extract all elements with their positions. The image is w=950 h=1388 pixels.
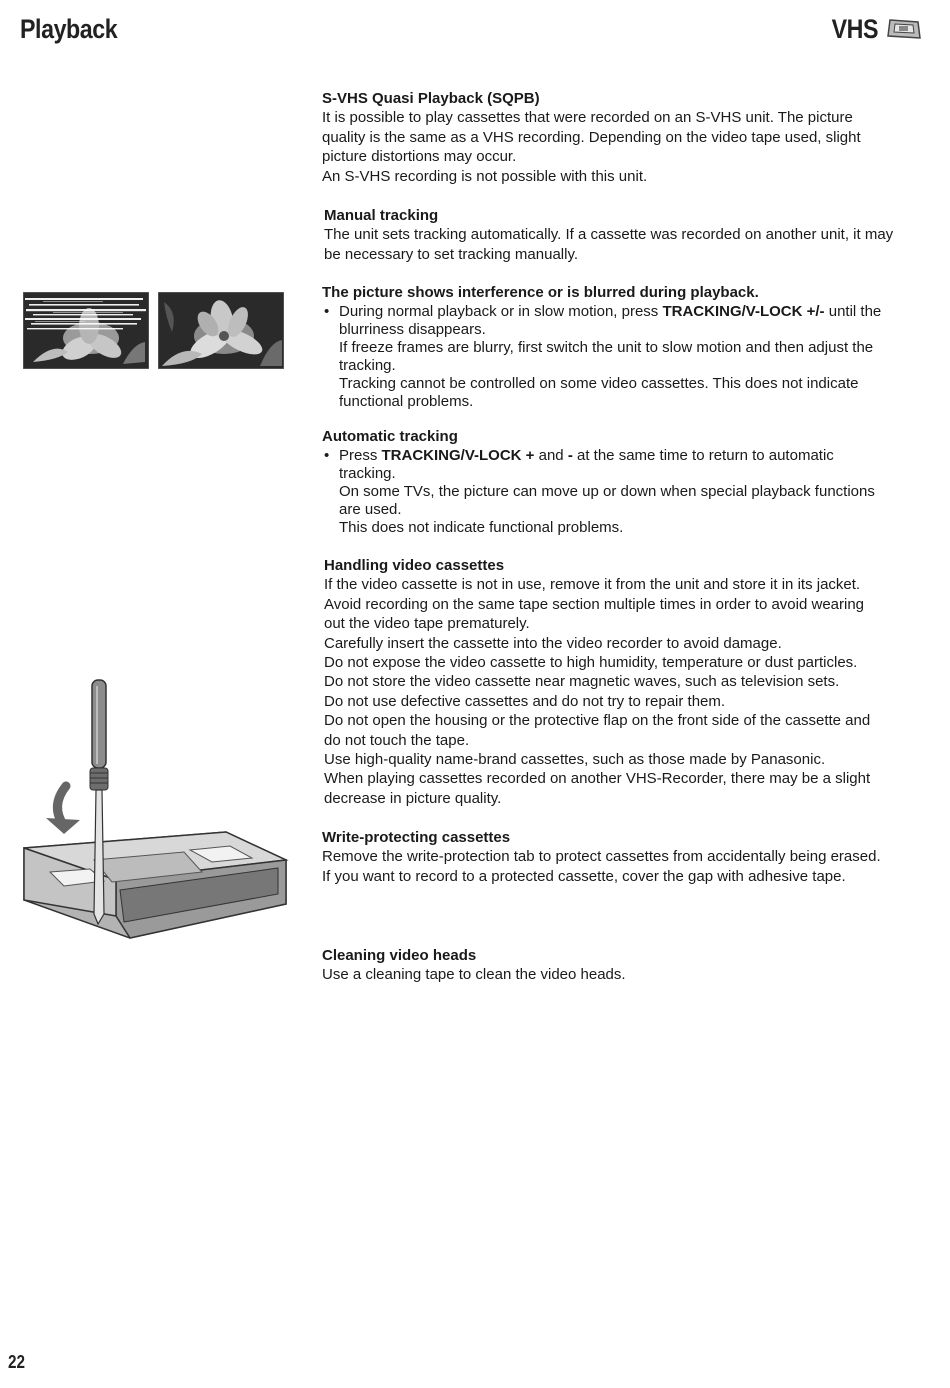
vhs-badge: VHS [831,14,878,44]
section-heading: Cleaning video heads [322,947,477,964]
text-run: During normal playback or in slow motion, press [339,303,663,321]
section-manual-tracking [324,206,924,264]
text-line: The unit sets tracking automatically. If a cassette was recorded on another unit, it may [324,226,894,244]
bullet-icon: • [324,303,330,321]
section-write-protect [322,828,922,886]
text-line: Tracking cannot be controlled on some video cassettes. This does not indicate [339,375,859,393]
interference-picture-image [23,292,149,369]
text-line: Use a cleaning tape to clean the video heads. [322,966,626,984]
text-line: When playing cassettes recorded on another VHS-Recorder, there may be a slight [324,770,871,788]
section-interference [322,283,922,411]
text-line: quality is the same as a VHS recording. Depending on the video tape used, slight [322,128,861,146]
section-heading: Write-protecting cassettes [322,829,511,846]
text-line: Use high-quality name-brand cassettes, such as those made by Panasonic. [324,751,826,769]
section-cleaning [322,946,922,985]
text-line: functional problems. [339,393,474,411]
text-line: Do not expose the video cassette to high humidity, temperature or dust particles. [324,654,858,672]
text-run: Press [339,447,382,465]
key-name: - [567,447,573,465]
text-line: An S-VHS recording is not possible with this unit. [322,167,648,185]
section-heading: Manual tracking [324,207,439,224]
text-line: If freeze frames are blurry, first switch the unit to slow motion and then adjust the [339,339,874,357]
text-run: and [534,447,568,465]
text-line: blurriness disappears. [339,321,486,339]
page-title: Playback [20,14,118,44]
text-line: Do not store the video cassette near magnetic waves, such as television sets. [324,673,840,691]
text-line: If you want to record to a protected cassette, cover the gap with adhesive tape. [322,867,846,885]
text-line: tracking. [339,465,396,483]
text-line: Avoid recording on the same tape section multiple times in order to avoid wearing [324,595,865,613]
key-name: TRACKING/V-LOCK + [381,447,535,465]
clear-picture-image [158,292,284,369]
section-heading: Handling video cassettes [324,557,505,574]
text-line: decrease in picture quality. [324,789,502,807]
text-line: be necessary to set tracking manually. [324,245,579,263]
section-handling-cassettes [324,556,924,808]
page-number: 22 [8,1352,26,1372]
section-heading: Automatic tracking [322,428,458,445]
text-line: On some TVs, the picture can move up or down when special playback functions [339,483,875,501]
text-line: Do not open the housing or the protective flap on the front side of the cassette and [324,712,871,730]
text-line: This does not indicate functional problems. [339,519,624,537]
text-line: tracking. [339,357,396,375]
cassette-write-protect-illustration [20,676,290,942]
section-heading: S-VHS Quasi Playback (SQPB) [322,90,540,107]
vhs-cassette-icon [886,16,922,42]
text-line: It is possible to play cassettes that were recorded on an S-VHS unit. The picture [322,109,853,127]
text-line: Do not use defective cassettes and do not try to repair them. [324,692,726,710]
section-automatic-tracking [322,427,922,537]
text-run: until the [824,303,882,321]
text-line: Carefully insert the cassette into the video recorder to avoid damage. [324,634,782,652]
text-line: Remove the write-protection tab to protect cassettes from accidentally being erased. [322,848,881,866]
section-sqpb [322,89,922,186]
section-heading: The picture shows interference or is blurred during playback. [322,284,759,301]
text-line: If the video cassette is not in use, remove it from the unit and store it in its jacket. [324,576,861,594]
list-item [322,447,922,537]
text-line: do not touch the tape. [324,731,470,749]
text-line: are used. [339,501,402,519]
bullet-list [322,447,922,537]
text-line: picture distortions may occur. [322,148,517,166]
bullet-list [322,303,922,411]
text-line: out the video tape prematurely. [324,615,530,633]
list-item [322,303,922,411]
text-run: at the same time to return to automatic [572,447,834,465]
bullet-icon: • [324,447,330,465]
key-name: TRACKING/V-LOCK +/- [662,303,825,321]
